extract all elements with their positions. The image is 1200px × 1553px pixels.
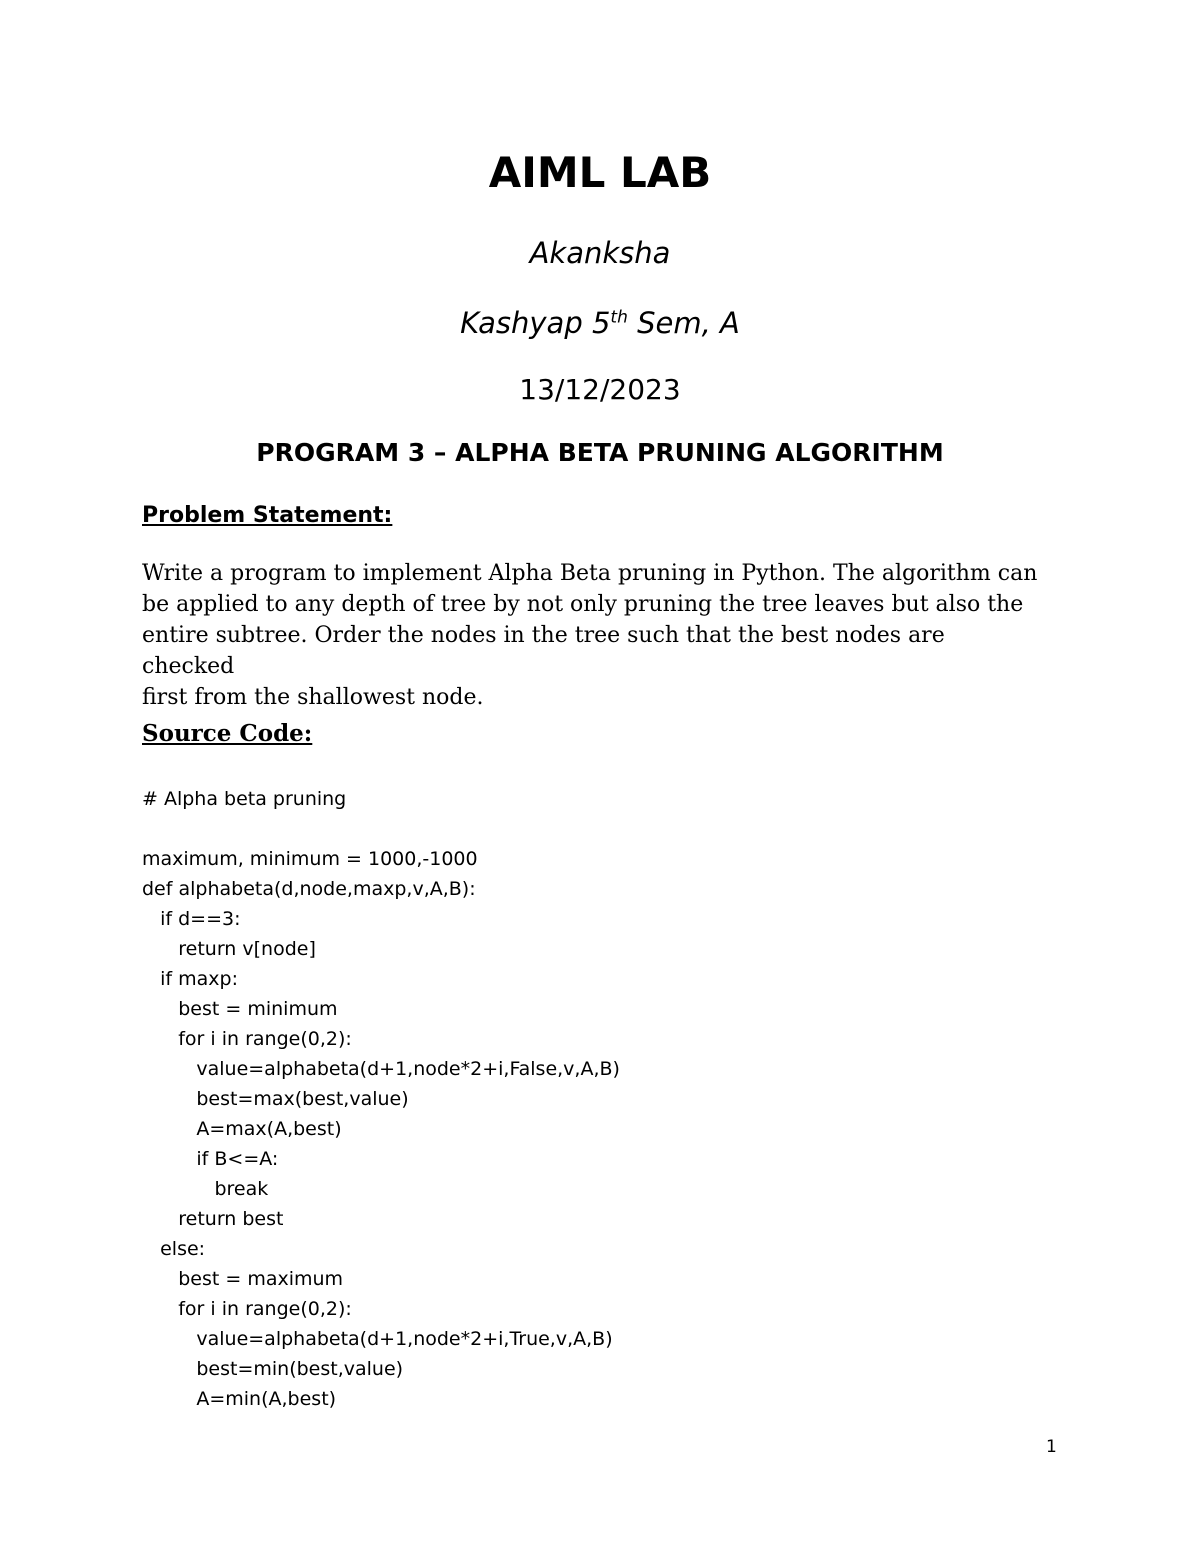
author-details-prefix: Kashyap 5 bbox=[460, 306, 611, 340]
page-number: 1 bbox=[1046, 1437, 1057, 1457]
code-line: best=min(best,value) bbox=[142, 1358, 404, 1380]
lab-title: AIML LAB bbox=[488, 148, 712, 197]
author-details-suffix: Sem, A bbox=[627, 306, 740, 340]
code-line: if B<=A: bbox=[142, 1148, 279, 1170]
code-line: A=max(A,best) bbox=[142, 1118, 342, 1140]
code-line: value=alphabeta(d+1,node*2+i,False,v,A,B) bbox=[142, 1058, 620, 1080]
code-line: if maxp: bbox=[142, 968, 238, 990]
code-line: for i in range(0,2): bbox=[142, 1298, 352, 1320]
code-line: def alphabeta(d,node,maxp,v,A,B): bbox=[142, 878, 476, 900]
source-code-block bbox=[142, 784, 620, 1414]
statement-line: Write a program to implement Alpha Beta pruning in Python. The algorithm can bbox=[142, 561, 1038, 586]
code-line: value=alphabeta(d+1,node*2+i,True,v,A,B) bbox=[142, 1328, 613, 1350]
source-code-heading: Source Code: bbox=[142, 720, 313, 747]
code-line: best = maximum bbox=[142, 1268, 344, 1290]
code-line: best = minimum bbox=[142, 998, 338, 1020]
program-title: PROGRAM 3 – ALPHA BETA PRUNING ALGORITHM bbox=[256, 438, 944, 467]
ordinal-suffix: th bbox=[610, 307, 628, 328]
code-line: else: bbox=[142, 1238, 206, 1260]
code-line: best=max(best,value) bbox=[142, 1088, 409, 1110]
code-line: break bbox=[142, 1178, 269, 1200]
statement-line: entire subtree. Order the nodes in the tree such that the best nodes are checked bbox=[142, 623, 945, 679]
statement-line: first from the shallowest node. bbox=[142, 685, 484, 710]
problem-statement-text bbox=[142, 558, 1042, 713]
code-line: A=min(A,best) bbox=[142, 1388, 337, 1410]
author-name-line: Akanksha bbox=[529, 236, 671, 270]
statement-line: be applied to any depth of tree by not only pruning the tree leaves but also the bbox=[142, 592, 1024, 617]
problem-statement-heading: Problem Statement: bbox=[142, 503, 393, 528]
code-line bbox=[142, 814, 620, 844]
code-line: if d==3: bbox=[142, 908, 241, 930]
date: 13/12/2023 bbox=[519, 373, 681, 406]
code-line: maximum, minimum = 1000,-1000 bbox=[142, 848, 478, 870]
code-line: return v[node] bbox=[142, 938, 316, 960]
code-line: # Alpha beta pruning bbox=[142, 788, 347, 810]
author-details-line bbox=[0, 306, 1200, 340]
code-line: for i in range(0,2): bbox=[142, 1028, 352, 1050]
code-line: return best bbox=[142, 1208, 284, 1230]
